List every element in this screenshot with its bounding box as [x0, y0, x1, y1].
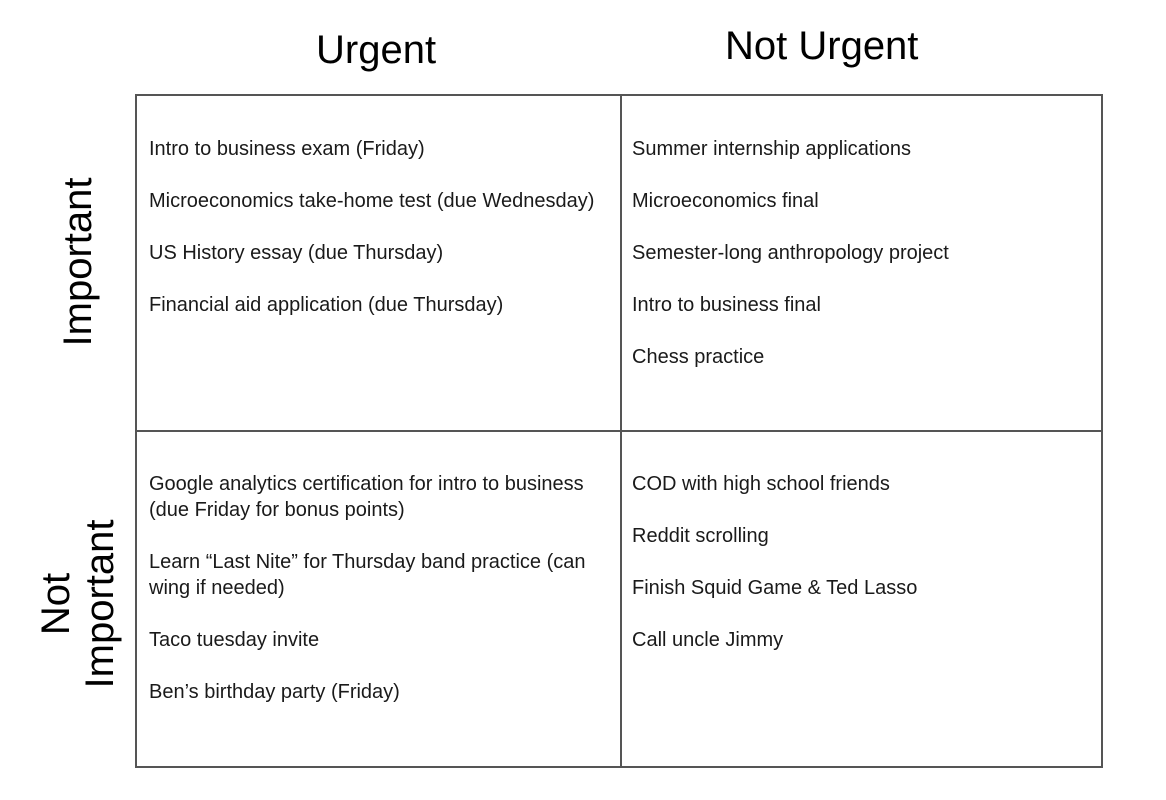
task-item: Financial aid application (due Thursday) [149, 294, 504, 316]
task-item: Intro to business exam (Friday) [149, 138, 425, 160]
task-item: US History essay (due Thursday) [149, 242, 444, 264]
task-item: Microeconomics final [632, 190, 819, 212]
task-item: COD with high school friends [632, 473, 890, 495]
task-item: Finish Squid Game & Ted Lasso [632, 577, 918, 599]
task-item: Ben’s birthday party (Friday) [149, 681, 400, 703]
task-item: Google analytics certification for intro to business (due Friday for bonus points) [149, 473, 584, 521]
task-item: Call uncle Jimmy [632, 629, 784, 651]
row-header-not-important-line2: Important [78, 519, 122, 689]
row-header-not-important [34, 504, 122, 704]
task-item: Taco tuesday invite [149, 629, 320, 651]
row-header-not-important-line1: Not [34, 572, 78, 636]
task-item: Learn “Last Nite” for Thursday band practice (can wing if needed) [149, 551, 586, 599]
task-item: Intro to business final [632, 294, 821, 316]
horizontal-divider [137, 430, 1101, 432]
quadrant-not-urgent-not-important [632, 471, 1092, 679]
column-header-urgent: Urgent [316, 28, 437, 72]
task-item: Summer internship applications [632, 138, 912, 160]
quadrant-not-urgent-important [632, 136, 1092, 396]
quadrant-urgent-important [149, 136, 609, 344]
priority-matrix [135, 94, 1103, 768]
task-item: Chess practice [632, 346, 765, 368]
task-item: Reddit scrolling [632, 525, 769, 547]
quadrant-urgent-not-important [149, 471, 609, 731]
task-item: Microeconomics take-home test (due Wednesday) [149, 190, 595, 212]
column-header-not-urgent: Not Urgent [725, 24, 919, 68]
row-header-important: Important [56, 177, 100, 347]
task-item: Semester-long anthropology project [632, 242, 949, 264]
